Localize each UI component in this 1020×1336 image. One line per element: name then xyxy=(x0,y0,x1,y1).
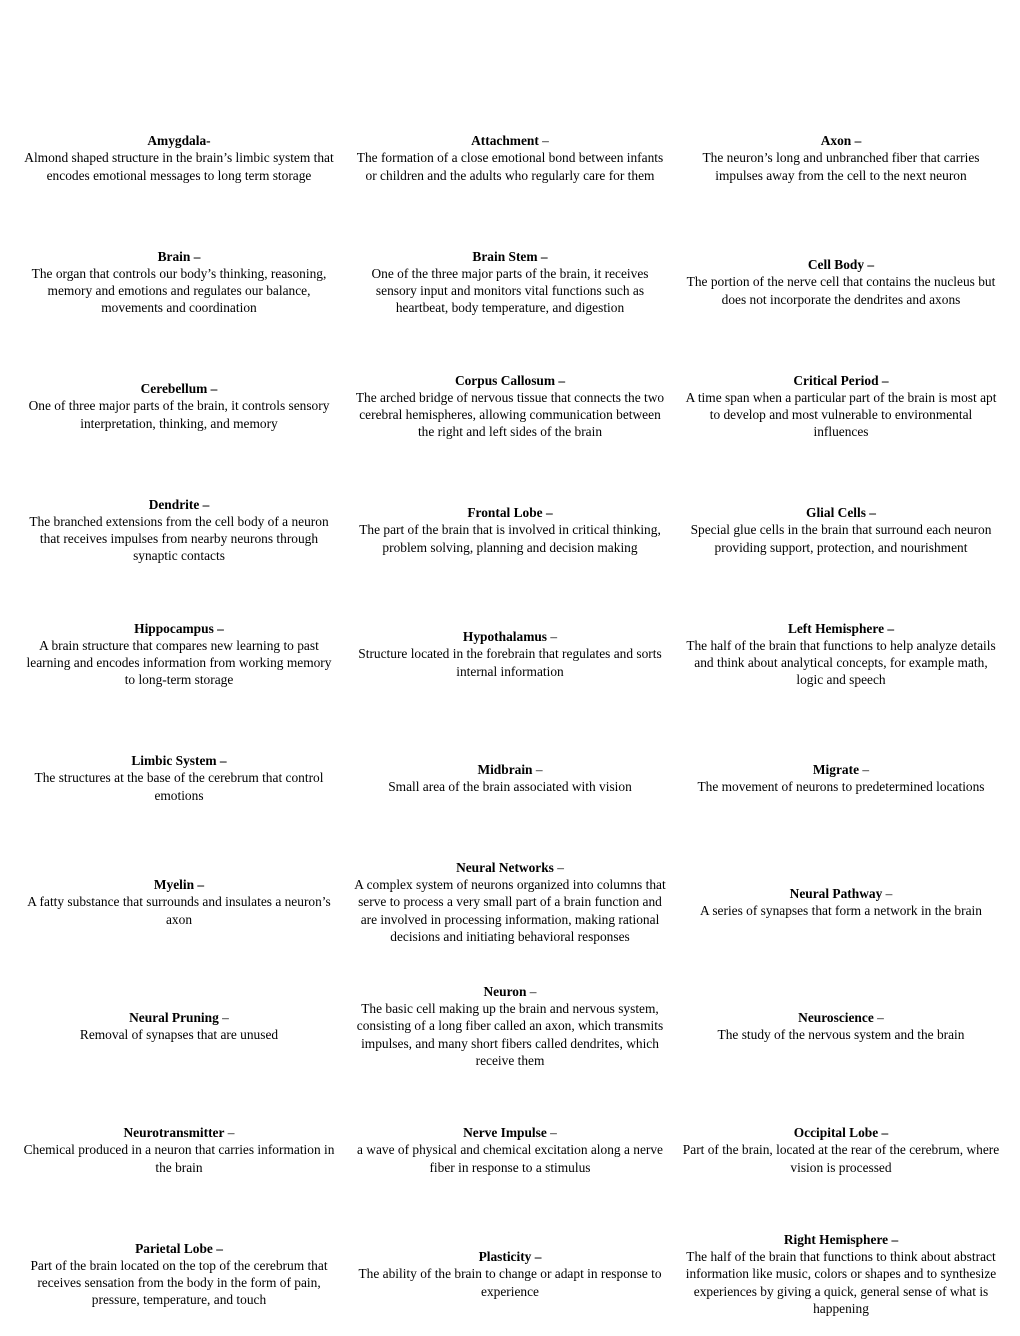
vocab-term xyxy=(821,132,862,149)
vocab-definition: The basic cell making up the brain and nervous system, consisting of a long fiber called an axon, which transmits impulses, and many short fibers called dendrites, which receive them xyxy=(356,1001,664,1068)
term-separator: – xyxy=(555,372,566,388)
vocab-card xyxy=(14,344,344,468)
term-name: Right Hemisphere xyxy=(783,1231,889,1247)
vocab-definition: The half of the brain that functions to help analyze details and think about analytical concepts, for example math, logic and speech xyxy=(686,637,996,688)
term-name: Myelin xyxy=(153,877,195,893)
vocab-card xyxy=(14,716,344,840)
term-separator: – xyxy=(865,505,876,521)
vocab-term xyxy=(154,876,204,893)
term-separator: – xyxy=(218,1009,229,1025)
term-separator: – xyxy=(190,248,201,264)
term-name: Neuroscience xyxy=(798,1009,874,1025)
vocab-term xyxy=(793,372,888,389)
term-separator: – xyxy=(888,1231,899,1247)
vocab-term xyxy=(798,1009,884,1026)
vocab-definition: a wave of physical and chemical excitation along a nerve fiber in response to a stimulus xyxy=(357,1142,663,1175)
vocab-term xyxy=(149,496,210,513)
vocab-card xyxy=(14,96,344,220)
term-name: Frontal Lobe xyxy=(467,505,543,521)
vocab-definition: Removal of synapses that are unused xyxy=(79,1027,279,1042)
vocab-card xyxy=(345,468,675,592)
term-name: Nerve Impulse xyxy=(463,1125,547,1141)
term-separator: – xyxy=(199,496,210,512)
vocab-definition: The half of the brain that functions to think about abstract information like music, colors or shapes and to synthesize experiences by giving a quick, general sense of what is happening xyxy=(685,1249,997,1316)
term-name: Corpus Callosum xyxy=(454,372,556,388)
term-separator: – xyxy=(216,753,227,769)
vocab-term xyxy=(134,620,224,637)
term-separator: – xyxy=(207,381,218,397)
term-separator: – xyxy=(213,620,224,636)
vocab-card xyxy=(676,964,1006,1088)
vocab-card xyxy=(676,344,1006,468)
vocab-term xyxy=(463,1124,557,1141)
vocab-card xyxy=(345,592,675,716)
vocab-definition: A series of synapses that form a network in the brain xyxy=(700,903,982,918)
vocab-definition: Small area of the brain associated with vision xyxy=(388,779,632,794)
vocab-card xyxy=(676,840,1006,964)
vocab-definition: Structure located in the forebrain that regulates and sorts internal information xyxy=(358,646,662,679)
vocab-definition: One of three major parts of the brain, it controls sensory interpretation, thinking, and memory xyxy=(28,398,330,431)
term-name: Midbrain xyxy=(477,761,533,777)
term-name: Cerebellum xyxy=(140,381,208,397)
vocab-term xyxy=(158,248,201,265)
term-separator: – xyxy=(547,629,558,645)
vocab-definition: A time span when a particular part of the brain is most apt to develop and most vulnerable to environmental influences xyxy=(685,389,997,440)
term-name: Neural Pruning xyxy=(129,1009,219,1025)
vocab-card xyxy=(14,964,344,1088)
vocab-card xyxy=(14,468,344,592)
vocab-term xyxy=(808,256,874,273)
vocab-definition: Chemical produced in a neuron that carries information in the brain xyxy=(23,1142,335,1175)
vocab-definition: Part of the brain, located at the rear of the cerebrum, where vision is processed xyxy=(682,1142,1000,1175)
term-name: Hippocampus xyxy=(134,620,214,636)
vocab-definition: The part of the brain that is involved in critical thinking, problem solving, planning and decision making xyxy=(359,522,661,555)
vocab-term xyxy=(813,761,869,778)
term-name: Neural Networks xyxy=(456,859,554,875)
term-name: Occipital Lobe xyxy=(793,1125,879,1141)
vocab-term xyxy=(477,761,542,778)
vocab-definition: The arched bridge of nervous tissue that connects the two cerebral hemispheres, allowing communication between the right and left sides of the brain xyxy=(355,389,665,440)
vocab-card xyxy=(676,592,1006,716)
term-separator: – xyxy=(873,1009,884,1025)
term-separator: – xyxy=(531,1249,542,1265)
term-name: Amygdala- xyxy=(147,133,211,149)
vocab-term xyxy=(790,885,893,902)
term-separator: – xyxy=(878,372,889,388)
term-separator: – xyxy=(859,761,870,777)
vocab-card xyxy=(14,840,344,964)
vocab-term xyxy=(455,372,565,389)
vocab-definition: The branched extensions from the cell body of a neuron that receives impulses from nearby neurons through synaptic contacts xyxy=(29,513,329,564)
vocab-card xyxy=(345,964,675,1088)
vocab-term xyxy=(794,1124,888,1141)
term-separator: – xyxy=(882,885,893,901)
term-separator: – xyxy=(212,1240,223,1256)
term-name: Glial Cells xyxy=(806,505,866,521)
term-name: Neural Pathway xyxy=(789,885,883,901)
term-name: Dendrite xyxy=(148,496,200,512)
vocab-term xyxy=(131,752,226,769)
term-name: Migrate xyxy=(812,761,860,777)
term-separator: – xyxy=(878,1125,889,1141)
term-separator: – xyxy=(538,133,549,149)
vocab-definition: A complex system of neurons organized into columns that serve to process a very small part of a brain function and are involved in processing information, making rational decisions and initiating behavioral responses xyxy=(354,877,666,944)
term-separator: – xyxy=(884,620,895,636)
term-name: Hypothalamus xyxy=(462,629,548,645)
vocab-term xyxy=(471,132,549,149)
vocab-card xyxy=(676,716,1006,840)
term-name: Axon xyxy=(820,133,852,149)
term-separator: – xyxy=(864,257,875,273)
vocab-term xyxy=(784,1231,898,1248)
vocab-definition: A fatty substance that surrounds and insulates a neuron’s axon xyxy=(27,894,331,927)
vocab-term xyxy=(467,504,552,521)
vocab-card xyxy=(676,220,1006,344)
vocab-card xyxy=(345,840,675,964)
vocab-definition: The formation of a close emotional bond between infants or children and the adults who regularly care for them xyxy=(356,150,664,183)
vocab-term xyxy=(124,1124,235,1141)
vocab-definition: The portion of the nerve cell that contains the nucleus but does not incorporate the dendrites and axons xyxy=(686,274,996,307)
vocab-term xyxy=(129,1009,229,1026)
term-name: Critical Period xyxy=(793,372,879,388)
vocab-term xyxy=(135,1240,223,1257)
term-name: Attachment xyxy=(471,133,539,149)
term-separator: – xyxy=(553,859,564,875)
term-name: Left Hemisphere xyxy=(787,620,885,636)
vocab-definition: The study of the nervous system and the brain xyxy=(717,1027,965,1042)
vocab-term xyxy=(472,248,547,265)
vocab-definition: The ability of the brain to change or adapt in response to experience xyxy=(358,1266,662,1299)
term-name: Neuron xyxy=(483,983,527,999)
term-separator: – xyxy=(537,248,548,264)
term-separator: – xyxy=(526,983,537,999)
vocab-card xyxy=(676,1212,1006,1336)
term-separator: – xyxy=(542,505,553,521)
vocab-card xyxy=(345,96,675,220)
vocab-card xyxy=(14,220,344,344)
term-name: Plasticity xyxy=(478,1249,532,1265)
vocab-definition: Almond shaped structure in the brain’s limbic system that encodes emotional messages to long term storage xyxy=(24,150,334,183)
vocab-card xyxy=(345,716,675,840)
vocab-card xyxy=(14,592,344,716)
vocab-term xyxy=(456,859,564,876)
vocab-term xyxy=(141,380,218,397)
term-separator: – xyxy=(194,877,205,893)
term-separator: – xyxy=(532,761,543,777)
term-name: Brain Stem xyxy=(472,248,538,264)
vocab-card xyxy=(345,344,675,468)
vocab-card xyxy=(14,1088,344,1212)
term-separator: – xyxy=(546,1125,557,1141)
term-separator: – xyxy=(851,133,862,149)
vocab-term xyxy=(463,628,557,645)
vocab-term xyxy=(147,132,210,149)
vocab-term xyxy=(484,983,537,1000)
vocab-card xyxy=(14,1212,344,1336)
vocab-term xyxy=(806,504,876,521)
vocab-card xyxy=(676,468,1006,592)
vocab-definition: One of the three major parts of the brain, it receives sensory input and monitors vital functions such as heartbeat, body temperature, and digestion xyxy=(371,265,649,316)
vocab-definition: Special glue cells in the brain that surround each neuron providing support, protection, and nourishment xyxy=(690,522,992,555)
vocab-card xyxy=(676,96,1006,220)
term-separator: – xyxy=(224,1125,235,1141)
vocab-definition: The structures at the base of the cerebrum that control emotions xyxy=(34,770,324,803)
vocab-card xyxy=(676,1088,1006,1212)
vocab-definition: The movement of neurons to predetermined locations xyxy=(697,779,985,794)
term-name: Limbic System xyxy=(131,753,217,769)
term-name: Neurotransmitter xyxy=(123,1125,225,1141)
term-name: Cell Body xyxy=(807,257,865,273)
vocab-card xyxy=(345,1212,675,1336)
vocab-definition: Part of the brain located on the top of the cerebrum that receives sensation from the body in the form of pain, pressure, temperature, and touch xyxy=(30,1257,328,1308)
term-name: Parietal Lobe xyxy=(135,1240,213,1256)
vocab-definition: The neuron’s long and unbranched fiber that carries impulses away from the cell to the next neuron xyxy=(702,150,980,183)
vocab-term xyxy=(479,1248,542,1265)
vocab-definition: A brain structure that compares new learning to past learning and encodes information from working memory to long-term storage xyxy=(26,637,332,688)
term-name: Brain xyxy=(157,248,191,264)
vocab-card xyxy=(345,220,675,344)
vocab-card xyxy=(345,1088,675,1212)
vocabulary-grid xyxy=(14,96,1006,1336)
vocab-definition: The organ that controls our body’s thinking, reasoning, memory and emotions and regulates our balance, movements and coordination xyxy=(31,265,327,316)
vocab-term xyxy=(788,620,894,637)
